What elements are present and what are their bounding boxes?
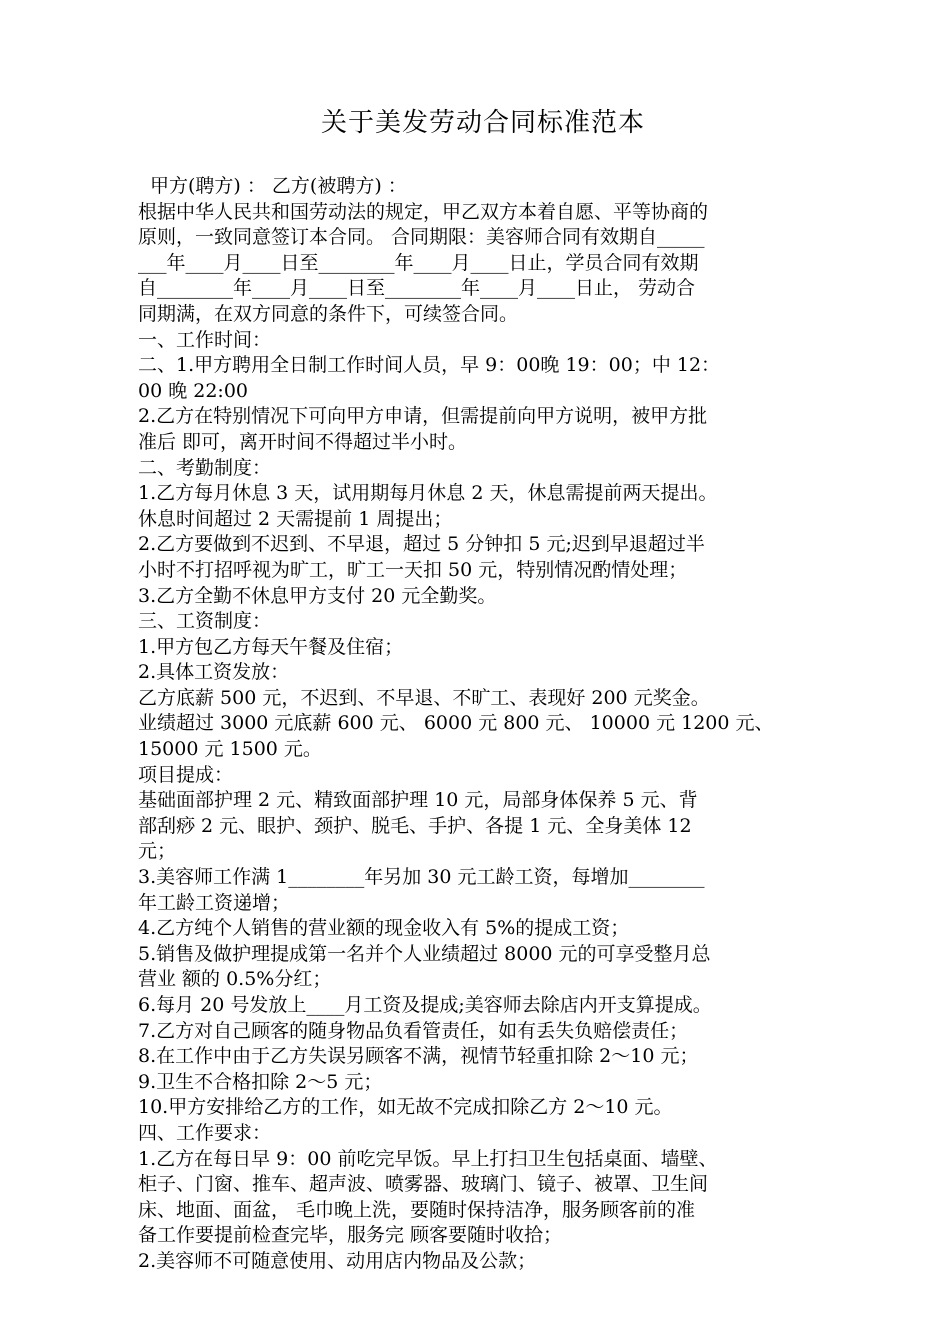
- paragraph-line: 15000 元 1500 元。: [138, 738, 322, 761]
- paragraph-line: 00 晚 22:00: [138, 379, 249, 402]
- paragraph-line: 自________年____月____日至________年____月____日止， 劳动合: [138, 277, 696, 300]
- paragraph-line: 休息时间超过 2 天需提前 1 周提出；: [138, 507, 453, 530]
- paragraph-line: 4.乙方纯个人销售的营业额的现金收入有 5%的提成工资；: [138, 917, 630, 940]
- paragraph-line: 基础面部护理 2 元、精致面部护理 10 元，局部身体保养 5 元、背: [138, 789, 698, 812]
- paragraph-line: 柜子、门窗、推车、超声波、喷雾器、玻璃门、镜子、被罩、卫生间: [138, 1173, 709, 1196]
- paragraph-line: 甲方(聘方) ： 乙方(被聘方) ：: [150, 175, 407, 197]
- paragraph-line: 2.乙方要做到不迟到、不早退，超过 5 分钟扣 5 元;迟到早退超过半: [138, 533, 705, 556]
- paragraph-line: 项目提成：: [138, 763, 234, 786]
- paragraph-line: 备工作要提前检查完毕，服务完 顾客要随时收拾；: [138, 1224, 563, 1247]
- paragraph-line: 年工龄工资递增；: [138, 891, 291, 914]
- paragraph-line: 准后 即可，离开时间不得超过半小时。: [138, 430, 468, 453]
- paragraph-line: 6.每月 20 号发放上____月工资及提成;美容师去除店内开支算提成。: [138, 994, 712, 1016]
- paragraph-line: 四、工作要求：: [138, 1121, 272, 1144]
- paragraph-line: 乙方底薪 500 元，不迟到、不早退、不旷工、表现好 200 元奖金。: [138, 686, 710, 709]
- paragraph-line: 营业 额的 0.5%分红；: [138, 968, 332, 991]
- paragraph-line: 3.美容师工作满 1________年另加 30 元工龄工资，每增加________: [138, 866, 705, 889]
- paragraph-line: 二、1.甲方聘用全日制工作时间人员，早 9：00晚 19：00；中 12：: [138, 354, 721, 377]
- paragraph-line: 1.甲方包乙方每天午餐及住宿；: [138, 635, 404, 658]
- paragraph-line: 1.乙方每月休息 3 天，试用期每月休息 2 天，休息需提前两天提出。: [138, 482, 718, 505]
- paragraph-line: 元；: [138, 840, 177, 863]
- paragraph-line: 2.乙方在特别情况下可向甲方申请，但需提前向甲方说明，被甲方批: [138, 405, 708, 428]
- paragraph-line: 10.甲方安排给乙方的工作，如无故不完成扣除乙方 2～10 元。: [138, 1096, 673, 1119]
- document-body: [138, 174, 828, 1275]
- paragraph-line: 床、地面、面盆， 毛巾晚上洗，要随时保持洁净，服务顾客前的准: [138, 1198, 696, 1221]
- paragraph-line: 根据中华人民共和国劳动法的规定，甲乙双方本着自愿、平等协商的: [138, 200, 709, 223]
- paragraph-line: 2.美容师不可随意使用、动用店内物品及公款；: [138, 1249, 537, 1272]
- paragraph-line: 3.乙方全勤不休息甲方支付 20 元全勤奖。: [138, 584, 497, 607]
- paragraph-line: 9.卫生不合格扣除 2～5 元；: [138, 1070, 383, 1093]
- paragraph-line: 5.销售及做护理提成第一名并个人业绩超过 8000 元的可享受整月总: [138, 942, 711, 965]
- paragraph-line: 部刮痧 2 元、眼护、颈护、脱毛、手护、各提 1 元、全身美体 12: [138, 814, 692, 837]
- paragraph-line: 一、工作时间：: [138, 328, 272, 351]
- paragraph-line: 同期满，在双方同意的条件下，可续签合同。: [138, 302, 519, 325]
- document-title: 关于美发劳动合同标准范本: [320, 108, 645, 138]
- paragraph-line: 二、考勤制度：: [138, 456, 272, 479]
- paragraph-line: 小时不打招呼视为旷工，旷工一天扣 50 元，特别情况酌情处理；: [138, 558, 688, 581]
- paragraph-line: 业绩超过 3000 元底薪 600 元、 6000 元 800 元、 10000 元 1200 元、: [138, 712, 774, 735]
- paragraph-line: 2.具体工资发放：: [138, 661, 290, 684]
- paragraph-line: 7.乙方对自己顾客的随身物品负看管责任，如有丢失负赔偿责任；: [138, 1019, 689, 1042]
- paragraph-line: ___年____月____日至________年____月____日止，学员合同有效期: [138, 251, 699, 274]
- paragraph-line: 原则，一致同意签订本合同。 合同期限：美容师合同有效期自_____: [138, 226, 705, 249]
- paragraph-line: 三、工资制度：: [138, 610, 272, 633]
- paragraph-line: 1.乙方在每日早 9：00 前吃完早饭。早上打扫卫生包括桌面、墙壁、: [138, 1147, 718, 1170]
- paragraph-line: 8.在工作中由于乙方失误另顾客不满，视情节轻重扣除 2～10 元；: [138, 1045, 699, 1068]
